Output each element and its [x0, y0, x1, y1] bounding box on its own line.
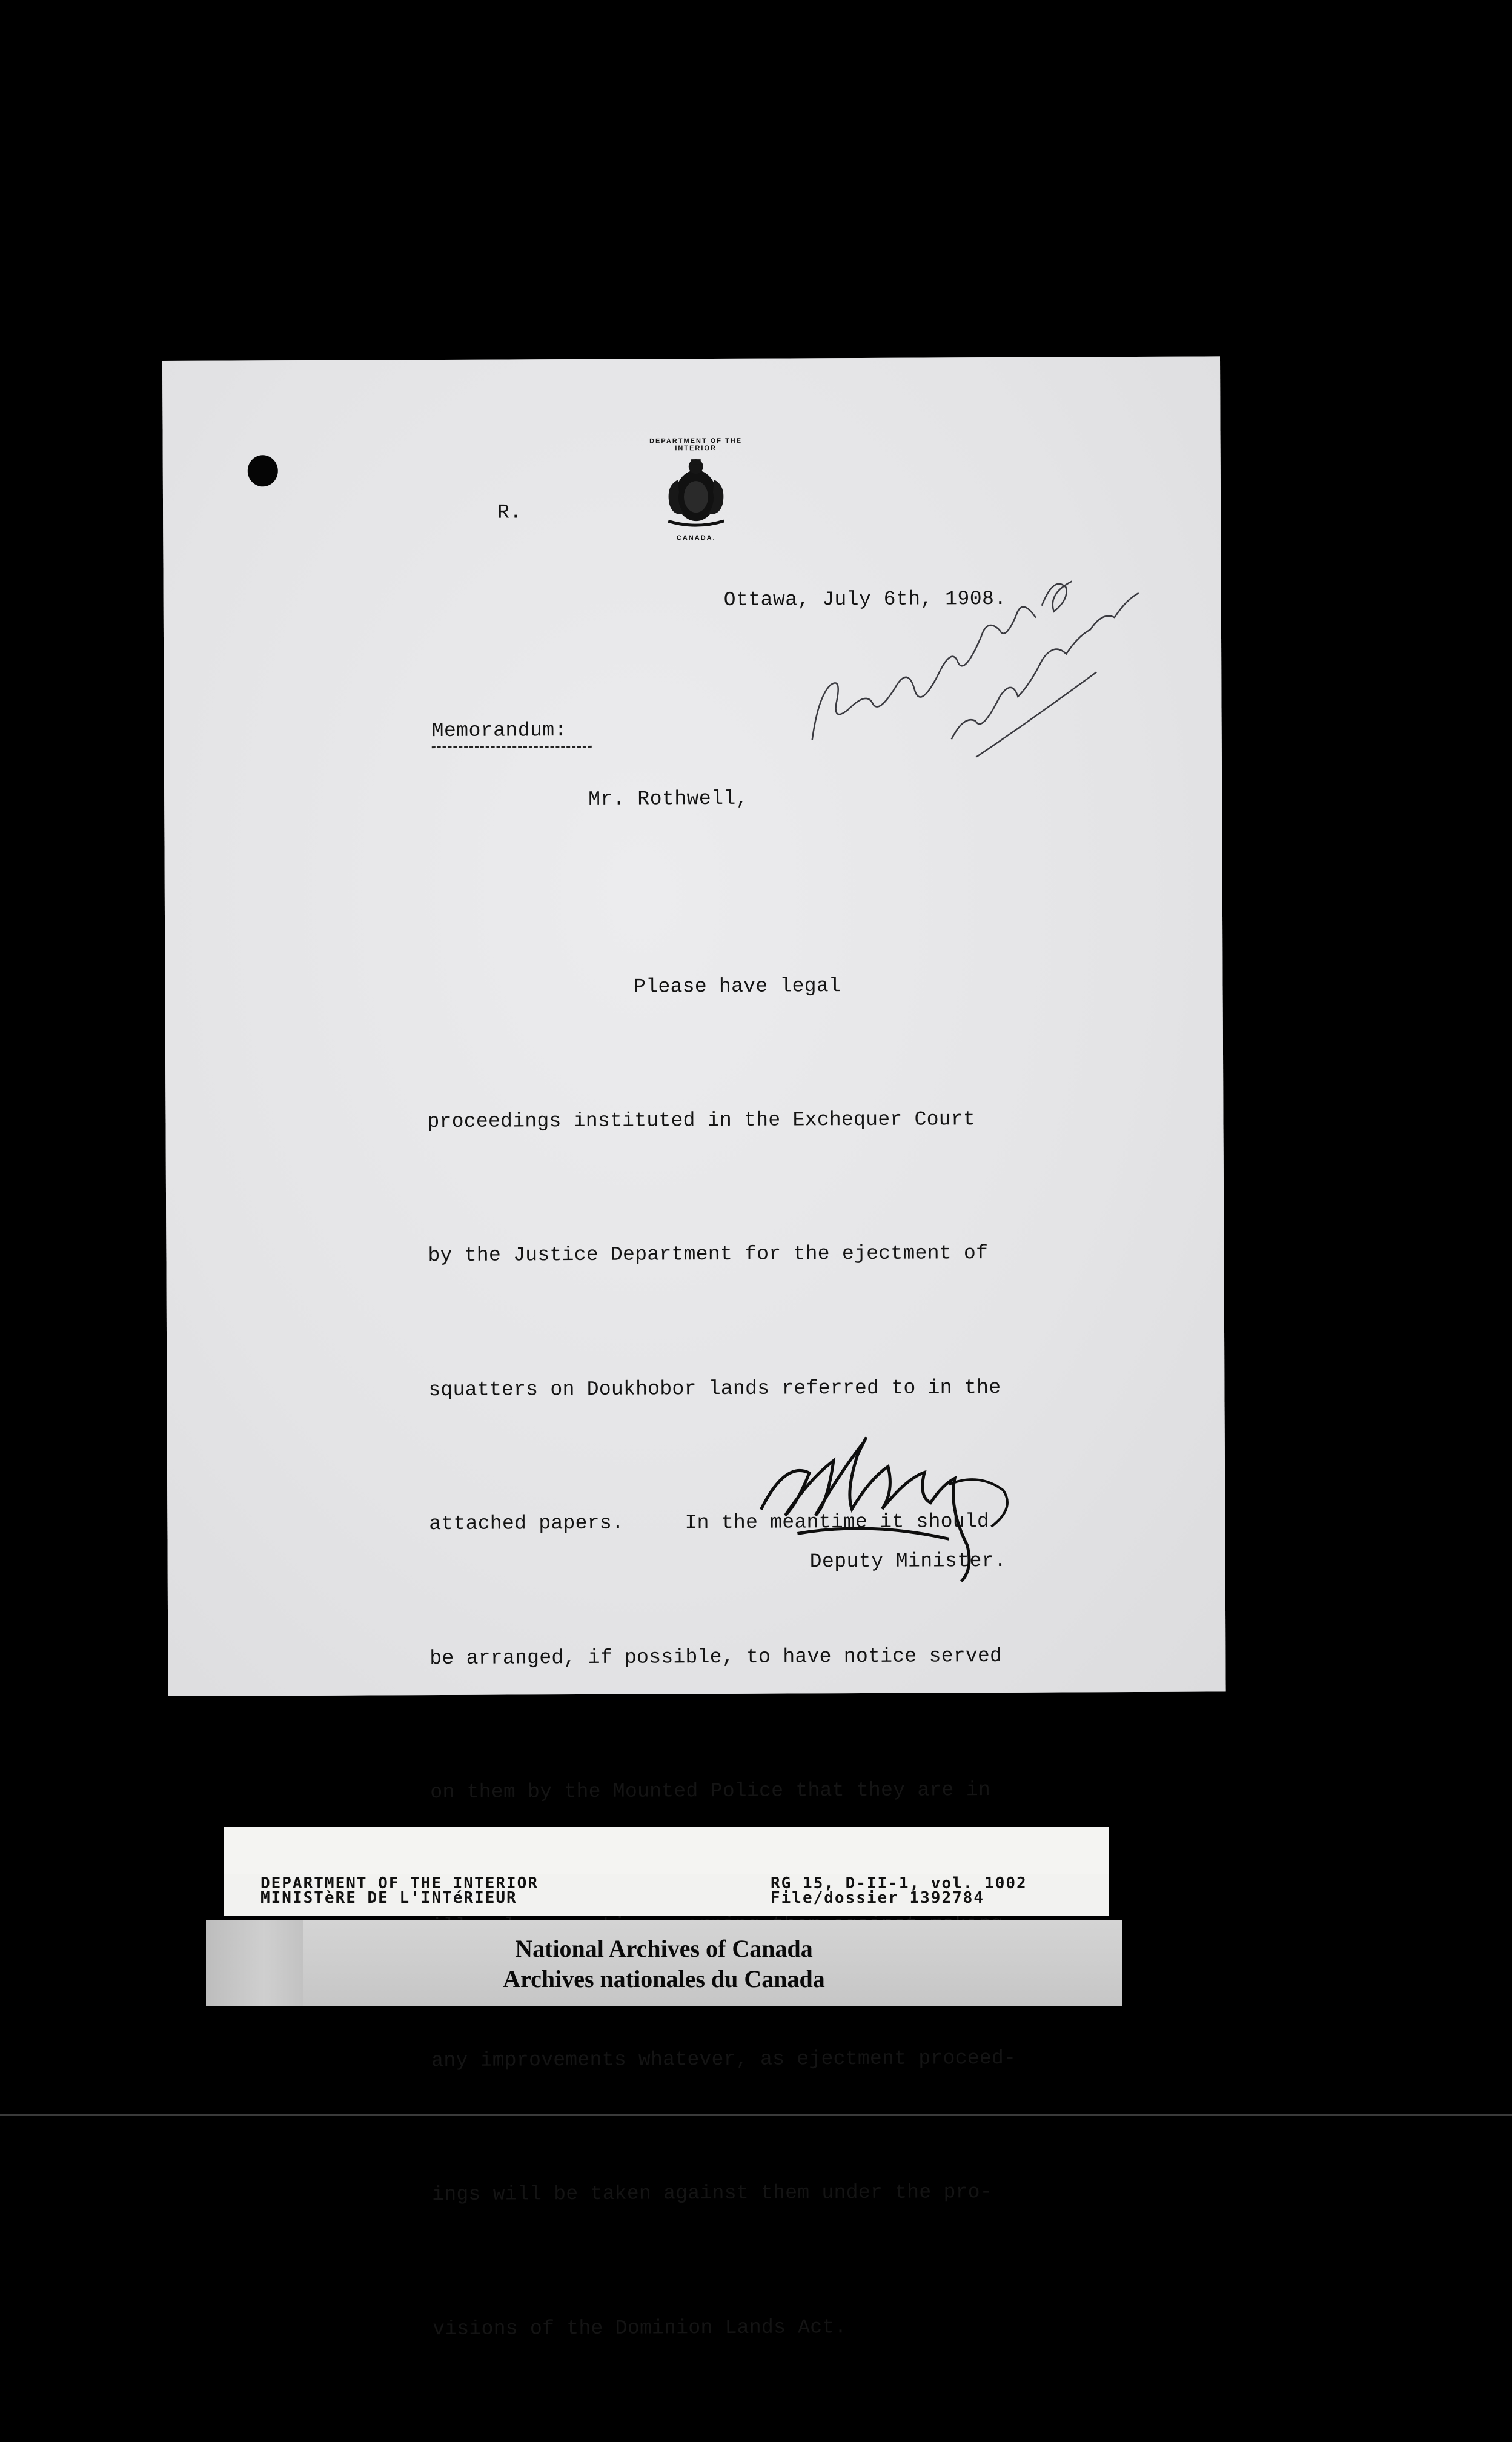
addressee: Mr. Rothwell, [588, 787, 749, 811]
memo-heading: Memorandum: [431, 719, 568, 743]
crest-top-text: DEPARTMENT OF THE INTERIOR [649, 437, 743, 453]
body-line: by the Justice Department for the ejectment of [428, 1242, 989, 1267]
archive-name-line: Archives nationales du Canada [503, 1965, 825, 1992]
body-line: visions of the Dominion Lands Act. [433, 2315, 847, 2340]
handwritten-annotation [799, 539, 1164, 758]
reference-mark: R. [497, 501, 522, 524]
body-line: proceedings instituted in the Exchequer Court [427, 1108, 976, 1133]
label-blank-area [224, 1827, 1109, 1874]
punch-hole [248, 455, 278, 486]
coat-of-arms-icon [642, 437, 751, 547]
body-line: ings will be taken against them under the pro- [432, 2181, 993, 2206]
bottom-rule [0, 2114, 1512, 2116]
memo-underline [432, 746, 592, 748]
body-line: any improvements whatever, as ejectment proceed- [431, 2046, 1016, 2072]
label-reference-line: RG 15, D-II-1, vol. 1002 [771, 1874, 1027, 1893]
memo-body [426, 874, 1018, 2441]
archive-name-line: National Archives of Canada [515, 1935, 813, 1962]
department-crest [642, 437, 751, 547]
label-department-line: DEPARTMENT OF THE INTERIOR [260, 1874, 539, 1893]
letter-date: Ottawa, July 6th, 1908. [723, 587, 1007, 611]
catalog-label [224, 1827, 1109, 1916]
label-reference [771, 1876, 1027, 1905]
label-department [260, 1876, 539, 1905]
body-line: on them by the Mounted Police that they are in [430, 1778, 991, 1804]
archive-banner [206, 1920, 1122, 2006]
body-line: be arranged, if possible, to have notice served [429, 1644, 1003, 1670]
body-line: attached papers. In the meantime it should [429, 1510, 990, 1536]
archive-name [206, 1934, 1122, 1994]
signatory-title: Deputy Minister. [809, 1549, 1007, 1573]
label-department-line: MINISTèRE DE L'INTéRIEUR [260, 1889, 517, 1907]
body-line: Please have legal [426, 974, 841, 999]
label-reference-line: File/dossier 1392784 [771, 1889, 985, 1907]
crest-bottom-text: CANADA. [676, 534, 716, 542]
body-line: squatters on Doukhobor lands referred to in the [428, 1376, 1001, 1401]
